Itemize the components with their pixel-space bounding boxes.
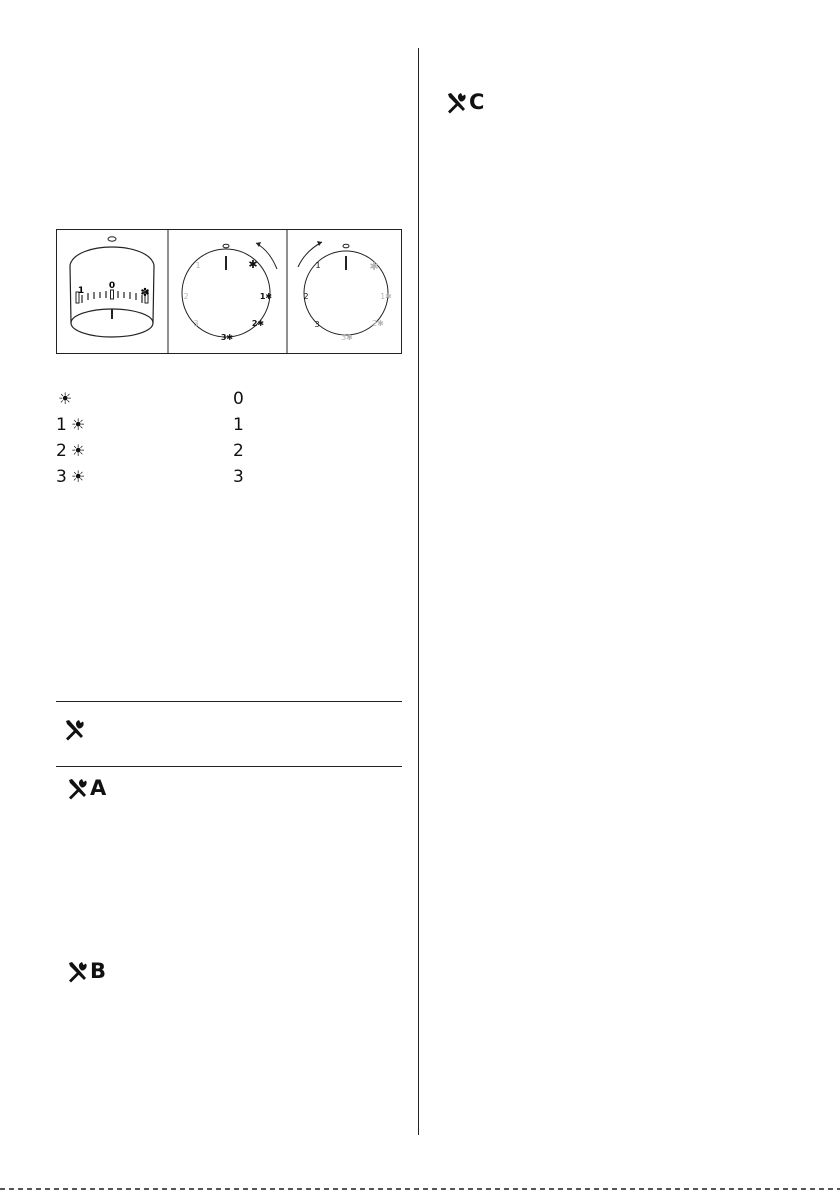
section-rule-top	[56, 701, 402, 702]
legend-right-value: 3	[233, 467, 244, 487]
tools-icon-c	[445, 91, 469, 115]
cw-label-3star: 3✱	[341, 333, 353, 342]
cw-label-star: ✱	[369, 260, 379, 273]
section-rule-bottom	[56, 766, 402, 767]
dial-illustration	[56, 229, 402, 354]
ccw-label-1: 1	[195, 261, 201, 270]
tool-label-a: A	[90, 776, 107, 800]
sun-icon: ☀	[71, 415, 86, 434]
tools-icon	[63, 718, 87, 742]
legend-right-value: 1	[233, 415, 244, 435]
ccw-label-2: 2	[183, 292, 189, 301]
knob-one-label: 1	[77, 286, 85, 296]
sun-icon: ☀	[71, 467, 86, 486]
tool-label-c: C	[469, 90, 485, 114]
sun-icon: ☀	[58, 389, 73, 408]
legend-left-num: 3	[56, 467, 67, 487]
ccw-label-3star: 3✱	[220, 333, 234, 342]
knob-zero-label: 0	[108, 281, 116, 291]
cw-label-2: 2	[303, 292, 309, 301]
knob-light-label: ✽	[140, 286, 150, 299]
ccw-label-star: ✱	[248, 258, 258, 271]
cw-label-1star: 1✱	[380, 292, 392, 301]
legend-left-num: 2	[56, 441, 67, 461]
tools-icon-b	[66, 960, 90, 984]
legend-left-num: 1	[56, 415, 67, 435]
legend-right-value: 2	[233, 441, 244, 461]
legend-right-value: 0	[233, 389, 244, 409]
tool-label-b: B	[90, 959, 107, 983]
ccw-label-2star: 2✱	[251, 319, 265, 328]
page-edge-dashes	[0, 1188, 840, 1190]
tools-icon-a	[66, 777, 90, 801]
cw-label-2star: 2✱	[372, 319, 384, 328]
column-divider	[418, 48, 419, 1135]
cw-label-3: 3	[314, 320, 320, 329]
ccw-label-1star: 1✱	[259, 292, 273, 301]
cw-label-1: 1	[315, 261, 321, 270]
ccw-label-3: 3	[193, 319, 199, 328]
sun-icon: ☀	[71, 441, 86, 460]
